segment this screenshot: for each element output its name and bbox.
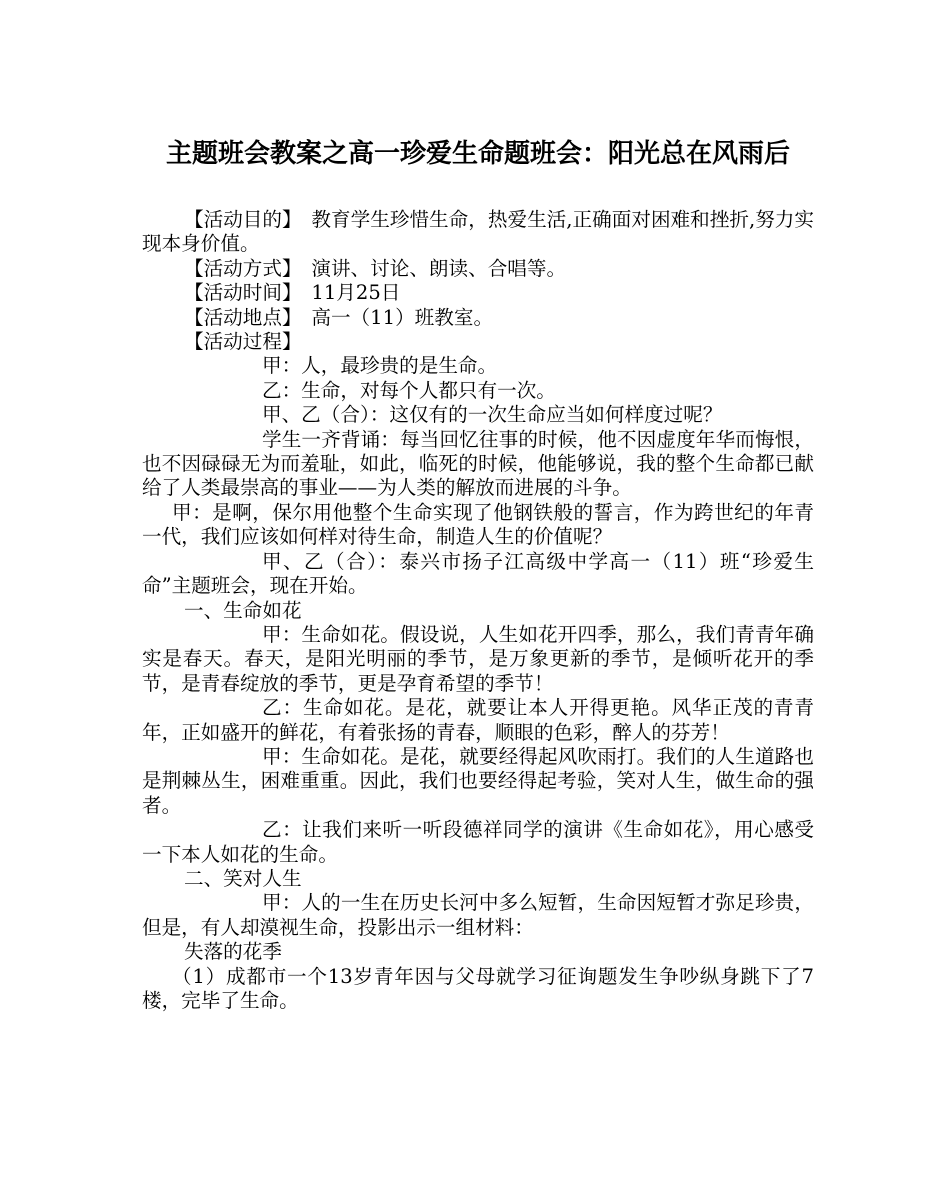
paragraph-dialogue-jia-1: 甲：人，最珍贵的是生命。: [262, 354, 498, 378]
paragraph-activity-method: 【活动方式】 演讲、讨论、朗读、合唱等。: [184, 256, 567, 280]
document-title: 主题班会教案之高一珍爱生命题班会：阳光总在风雨后: [165, 139, 790, 169]
paragraph-activity-purpose: 【活动目的】 教育学生珍惜生命，热爱生活,正确面对困难和挫折,努力实现本身价值。: [142, 208, 814, 256]
paragraph-dialogue-yi-3: 乙：让我们来听一听段德祥同学的演讲《生命如花》，用心感受一下本人如花的生命。: [142, 818, 814, 866]
paragraph-dialogue-jia-2: 甲：是啊，保尔用他整个生命实现了他钢铁般的誓言，作为跨世纪的年青一代，我们应该如何样对待生命，制造人生的价值呢？: [142, 500, 814, 549]
section-heading-smile-at-life: 二、笑对人生: [184, 866, 302, 890]
section-heading-life-like-flower: 一、生命如花: [184, 598, 302, 622]
paragraph-activity-process: 【活动过程】: [184, 330, 302, 354]
paragraph-dialogue-yi-1: 乙：生命，对每个人都只有一次。: [262, 378, 556, 402]
paragraph-dialogue-together-2: 甲、乙（合）：泰兴市扬子江高级中学高一（11）班“珍爱生命”主题班会，现在开始。: [142, 549, 814, 598]
paragraph-dialogue-jia-3: 甲：生命如花。假设说，人生如花开四季，那么，我们青青年确实是春天。春天，是阳光明丽的季节，是万象更新的季节，是倾听花开的季节，是青春绽放的季节，更是孕育希望的季节！: [142, 622, 814, 695]
paragraph-material-1: （1）成都市一个13岁青年因与父母就学习征询题发生争吵纵身跳下了7楼，完毕了生命。: [142, 964, 814, 1012]
paragraph-dialogue-together-1: 甲、乙（合）：这仅有的一次生命应当如何样度过呢？: [262, 403, 723, 427]
paragraph-activity-location: 【活动地点】 高一（11）班教室。: [184, 305, 494, 329]
paragraph-student-recitation: 学生一齐背诵：每当回忆往事的时候，他不因虚度年华而悔恨，也不因碌碌无为而羞耻，如此，临死的时候，他能够说，我的整个生命都已献给了人类最崇高的事业——为人类的解放而进展的斗争。: [142, 427, 814, 500]
paragraph-dialogue-jia-4: 甲：生命如花。是花，就要经得起风吹雨打。我们的人生道路也是荆棘丛生，困难重重。因此，我们也要经得起考验，笑对人生，做生命的强者。: [142, 744, 814, 817]
paragraph-dialogue-jia-5: 甲：人的一生在历史长河中多么短暂，生命因短暂才弥足珍贵，但是，有人却漠视生命，投影出示一组材料：: [142, 891, 814, 939]
document-body: [142, 208, 814, 1013]
paragraph-activity-time: 【活动时间】 11月25日: [184, 281, 401, 305]
paragraph-dialogue-yi-2: 乙：生命如花。是花，就要让本人开得更艳。风华正茂的青青年，正如盛开的鲜花，有着张扬的青春，顺眼的色彩，醉人的芬芳！: [142, 696, 814, 744]
subheading-lost-season: 失落的花季: [184, 940, 282, 964]
